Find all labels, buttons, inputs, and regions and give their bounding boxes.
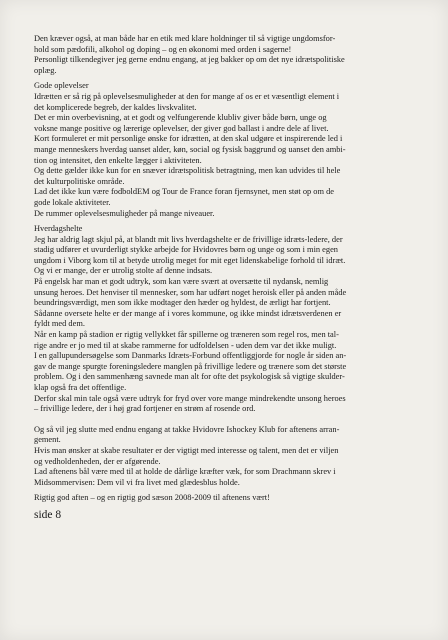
paragraph (34, 493, 424, 504)
paragraph (34, 235, 424, 415)
text-line: Hvis man ønsker at skabe resultater er der vigtigt med interesse og talent, men det er viljen (34, 445, 339, 455)
text-line: klap også fra det offentlige. (34, 383, 127, 392)
text-line: – frivillige ledere, der i høj grad fortjener en strøm af rosende ord. (34, 404, 256, 414)
text-line: I en gallupundersøgelse som Danmarks Idræts-Forbund offentliggjorde for nogle år siden an- (34, 351, 347, 361)
text-line: tion og intensitet, den enkelte lægger i aktiviteten. (34, 155, 202, 165)
text-line: Og vi er mange, der er utrolig stolte af denne indsats. (34, 266, 213, 276)
section-heading: Gode oplevelser (34, 81, 89, 91)
text-line: gav de mange spurgte foreningsledere manglen på frivillige ledere og trænere som det største (34, 361, 347, 371)
text-line: stadig udfører et uvurderligt stykke arbejde for Hvidovres børn og unge og som i min egen (34, 245, 338, 255)
text-line: Lad det ikke kun være fodboldEM og Tour de France foran fjernsynet, men støt op om de (34, 187, 334, 197)
text-line: voksne mange positive og lærerige oplevelser, der giver god ballast i andre dele af livet. (34, 123, 329, 133)
text-line: Når en kamp på stadion er rigtig vellykket får spillerne og træneren som regel ros, men tal- (34, 330, 339, 340)
text-line: fyldt med dem. (34, 319, 85, 329)
text-line: Idrætten er så rig på oplevelsesmuligheder at den for mange af os er et væsentligt element i (34, 91, 340, 101)
text-line: De rummer oplevelsesmuligheder på mange niveauer. (34, 208, 215, 218)
text-line: rige andre er jo med til at skabe rammerne for udfoldelsen - uden dem var det ikke muligt. (34, 340, 337, 350)
text-line: Det er min overbevisning, at et godt og velfungerende klubliv giver både børn, unge og (34, 113, 327, 123)
paragraph (34, 34, 424, 76)
paragraph (34, 425, 424, 489)
text-line: Midsommervisen: Dem vil vi fra livet med glædesblus holde. (34, 477, 240, 487)
text-line: hold som pædofili, alkohol og doping – og en økonomi med orden i sagerne! (34, 44, 292, 54)
text-line: gode lokale aktiviteter. (34, 197, 111, 207)
text-line: Og så vil jeg slutte med endnu engang at takke Hvidovre Ishockey Klub for aftenens arran- (34, 424, 340, 434)
text-line: Lad aftenens bål være med til at holde de dårlige kræfter væk, for som Drachmann skrev i (34, 467, 336, 477)
text-line: det kulturpolitiske område. (34, 176, 125, 186)
text-line: Sådanne oversete helte er der mange af i vores kommune, og ikke mindst idrætsverdenen er (34, 308, 342, 318)
text-line: Personligt tilkendegiver jeg gerne endnu engang, at jeg bakker op om det nye idrætspolitiske (34, 55, 345, 65)
text-line: og vedholdenheden, der er afgørende. (34, 456, 161, 466)
text-line: Jeg har aldrig lagt skjul på, at blandt mit livs hverdagshelte er de frivillige idræts-ledere, der (34, 234, 343, 244)
text-line: det komplicerede begreb, der kaldes livskvalitet. (34, 102, 197, 112)
section-heading: Hverdagshelte (34, 224, 83, 234)
text-blocks (34, 34, 424, 504)
text-line: Kort formuleret er mit personlige ønske for idrætten, at den skal udgøre et inspirerende led i (34, 134, 343, 144)
paragraph (34, 92, 424, 219)
text-line: beundringsværdigt, men som ikke modtager den hæder og hyldest, de ærligt har fortjent. (34, 298, 331, 308)
text-line: På engelsk har man et godt udtryk, som kan være svært at oversætte til nydansk, nemlig (34, 277, 329, 287)
text-line: Derfor skal min tale også være udtryk for fryd over vore mange mindrekendte unsong heroes (34, 393, 346, 403)
text-line: gement. (34, 435, 61, 445)
text-line: oplæg. (34, 65, 57, 75)
text-line: ungdom i Viborg kom til at betyde utrolig meget for mit eget lidenskabelige forhold til idræt. (34, 255, 346, 265)
document-body (34, 34, 424, 522)
text-line: problem. Og i den sammenhæng savnede man alt for ofte det psykologisk så vigtige skulder- (34, 372, 345, 382)
text-line: Den kræver også, at man både har en etik med klare holdninger til så vigtige ungdomsfor- (34, 34, 336, 43)
page-number: side 8 (34, 508, 62, 521)
text-line: Og dette gælder ikke kun for en snæver idrætspolitisk betragtning, men kan udvides til hele (34, 166, 341, 176)
text-line: mange menneskers hverdag uanset alder, køn, social og fysisk baggrund og uanset den ambi- (34, 144, 346, 154)
text-line: Rigtig god aften – og en rigtig god sæson 2008-2009 til aftenens vært! (34, 493, 270, 503)
text-line: unsung heroes. Det henviser til mennesker, som har udført noget heroisk eller på anden måde (34, 287, 347, 297)
